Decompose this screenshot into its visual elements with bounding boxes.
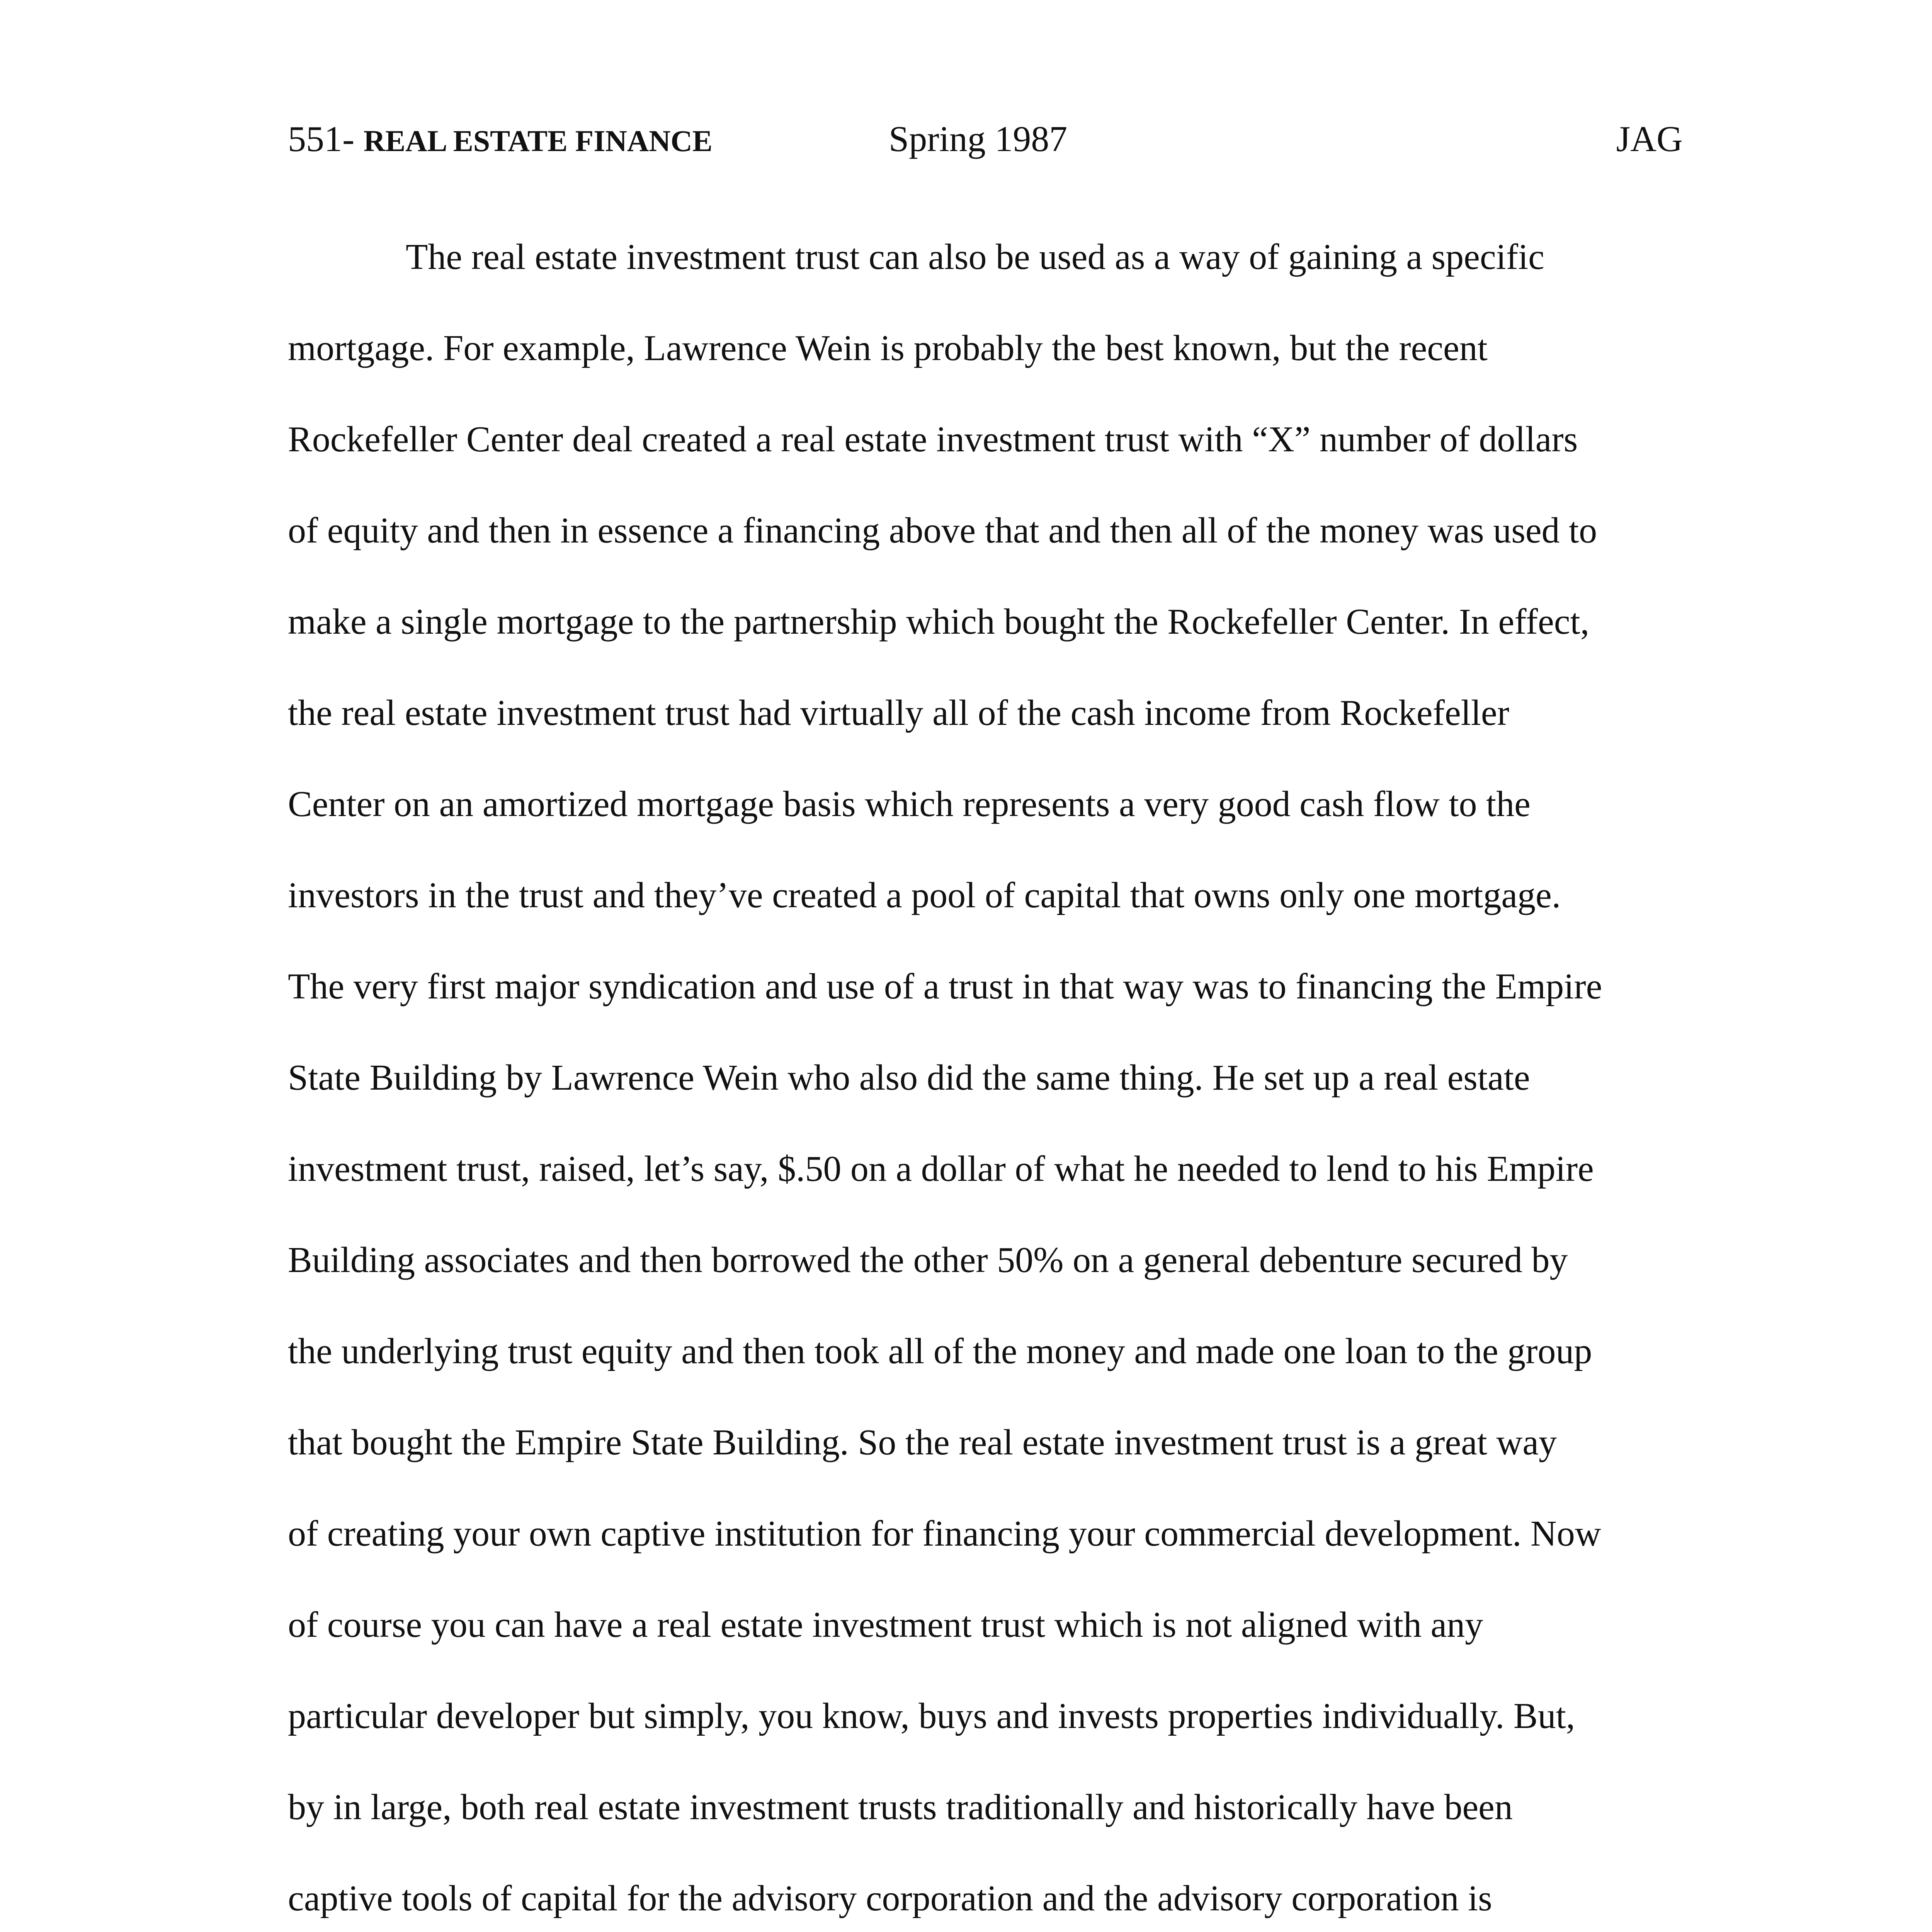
header-term: Spring 1987 [889, 119, 1068, 159]
header-course [288, 116, 713, 164]
header-initials: JAG [1616, 119, 1683, 159]
text-line: The real estate investment trust can also be used as a way of gaining a specific [406, 237, 1544, 277]
text-line: make a single mortgage to the partnership which bought the Rockefeller Center. In effect, [288, 602, 1590, 642]
text-line: particular developer but simply, you know, buys and invests properties individually. But, [288, 1696, 1575, 1736]
text-line: investment trust, raised, let’s say, $.50 on a dollar of what he needed to lend to his Empire [288, 1149, 1594, 1189]
text-line: of equity and then in essence a financing above that and then all of the money was used to [288, 510, 1597, 551]
text-line: State Building by Lawrence Wein who also did the same thing. He set up a real estate [288, 1058, 1530, 1098]
text-line: Rockefeller Center deal created a real estate investment trust with “X” number of dollars [288, 419, 1578, 459]
text-line: investors in the trust and they’ve created a pool of capital that owns only one mortgage. [288, 875, 1561, 915]
text-line: Building associates and then borrowed the other 50% on a general debenture secured by [288, 1240, 1568, 1280]
text-line: Center on an amortized mortgage basis which represents a very good cash flow to the [288, 784, 1531, 824]
text-line: of course you can have a real estate investment trust which is not aligned with any [288, 1605, 1483, 1645]
text-line: The very first major syndication and use of a trust in that way was to financing the Empire [288, 966, 1602, 1007]
page-header [288, 116, 1683, 162]
text-line: the underlying trust equity and then took all of the money and made one loan to the group [288, 1331, 1592, 1371]
text-line: mortgage. For example, Lawrence Wein is probably the best known, but the recent [288, 328, 1488, 368]
course-title: REAL ESTATE FINANCE [363, 124, 713, 158]
text-line: captive tools of capital for the advisory corporation and the advisory corporation is [288, 1878, 1492, 1918]
text-line: that bought the Empire State Building. So the real estate investment trust is a great way [288, 1422, 1557, 1463]
body-paragraph [288, 232, 1683, 1932]
text-line: the real estate investment trust had virtually all of the cash income from Rockefeller [288, 693, 1509, 733]
text-line: of creating your own captive institution for financing your commercial development. Now [288, 1514, 1601, 1554]
text-line: by in large, both real estate investment trusts traditionally and historically have been [288, 1787, 1513, 1827]
course-number: 551- [288, 119, 355, 159]
